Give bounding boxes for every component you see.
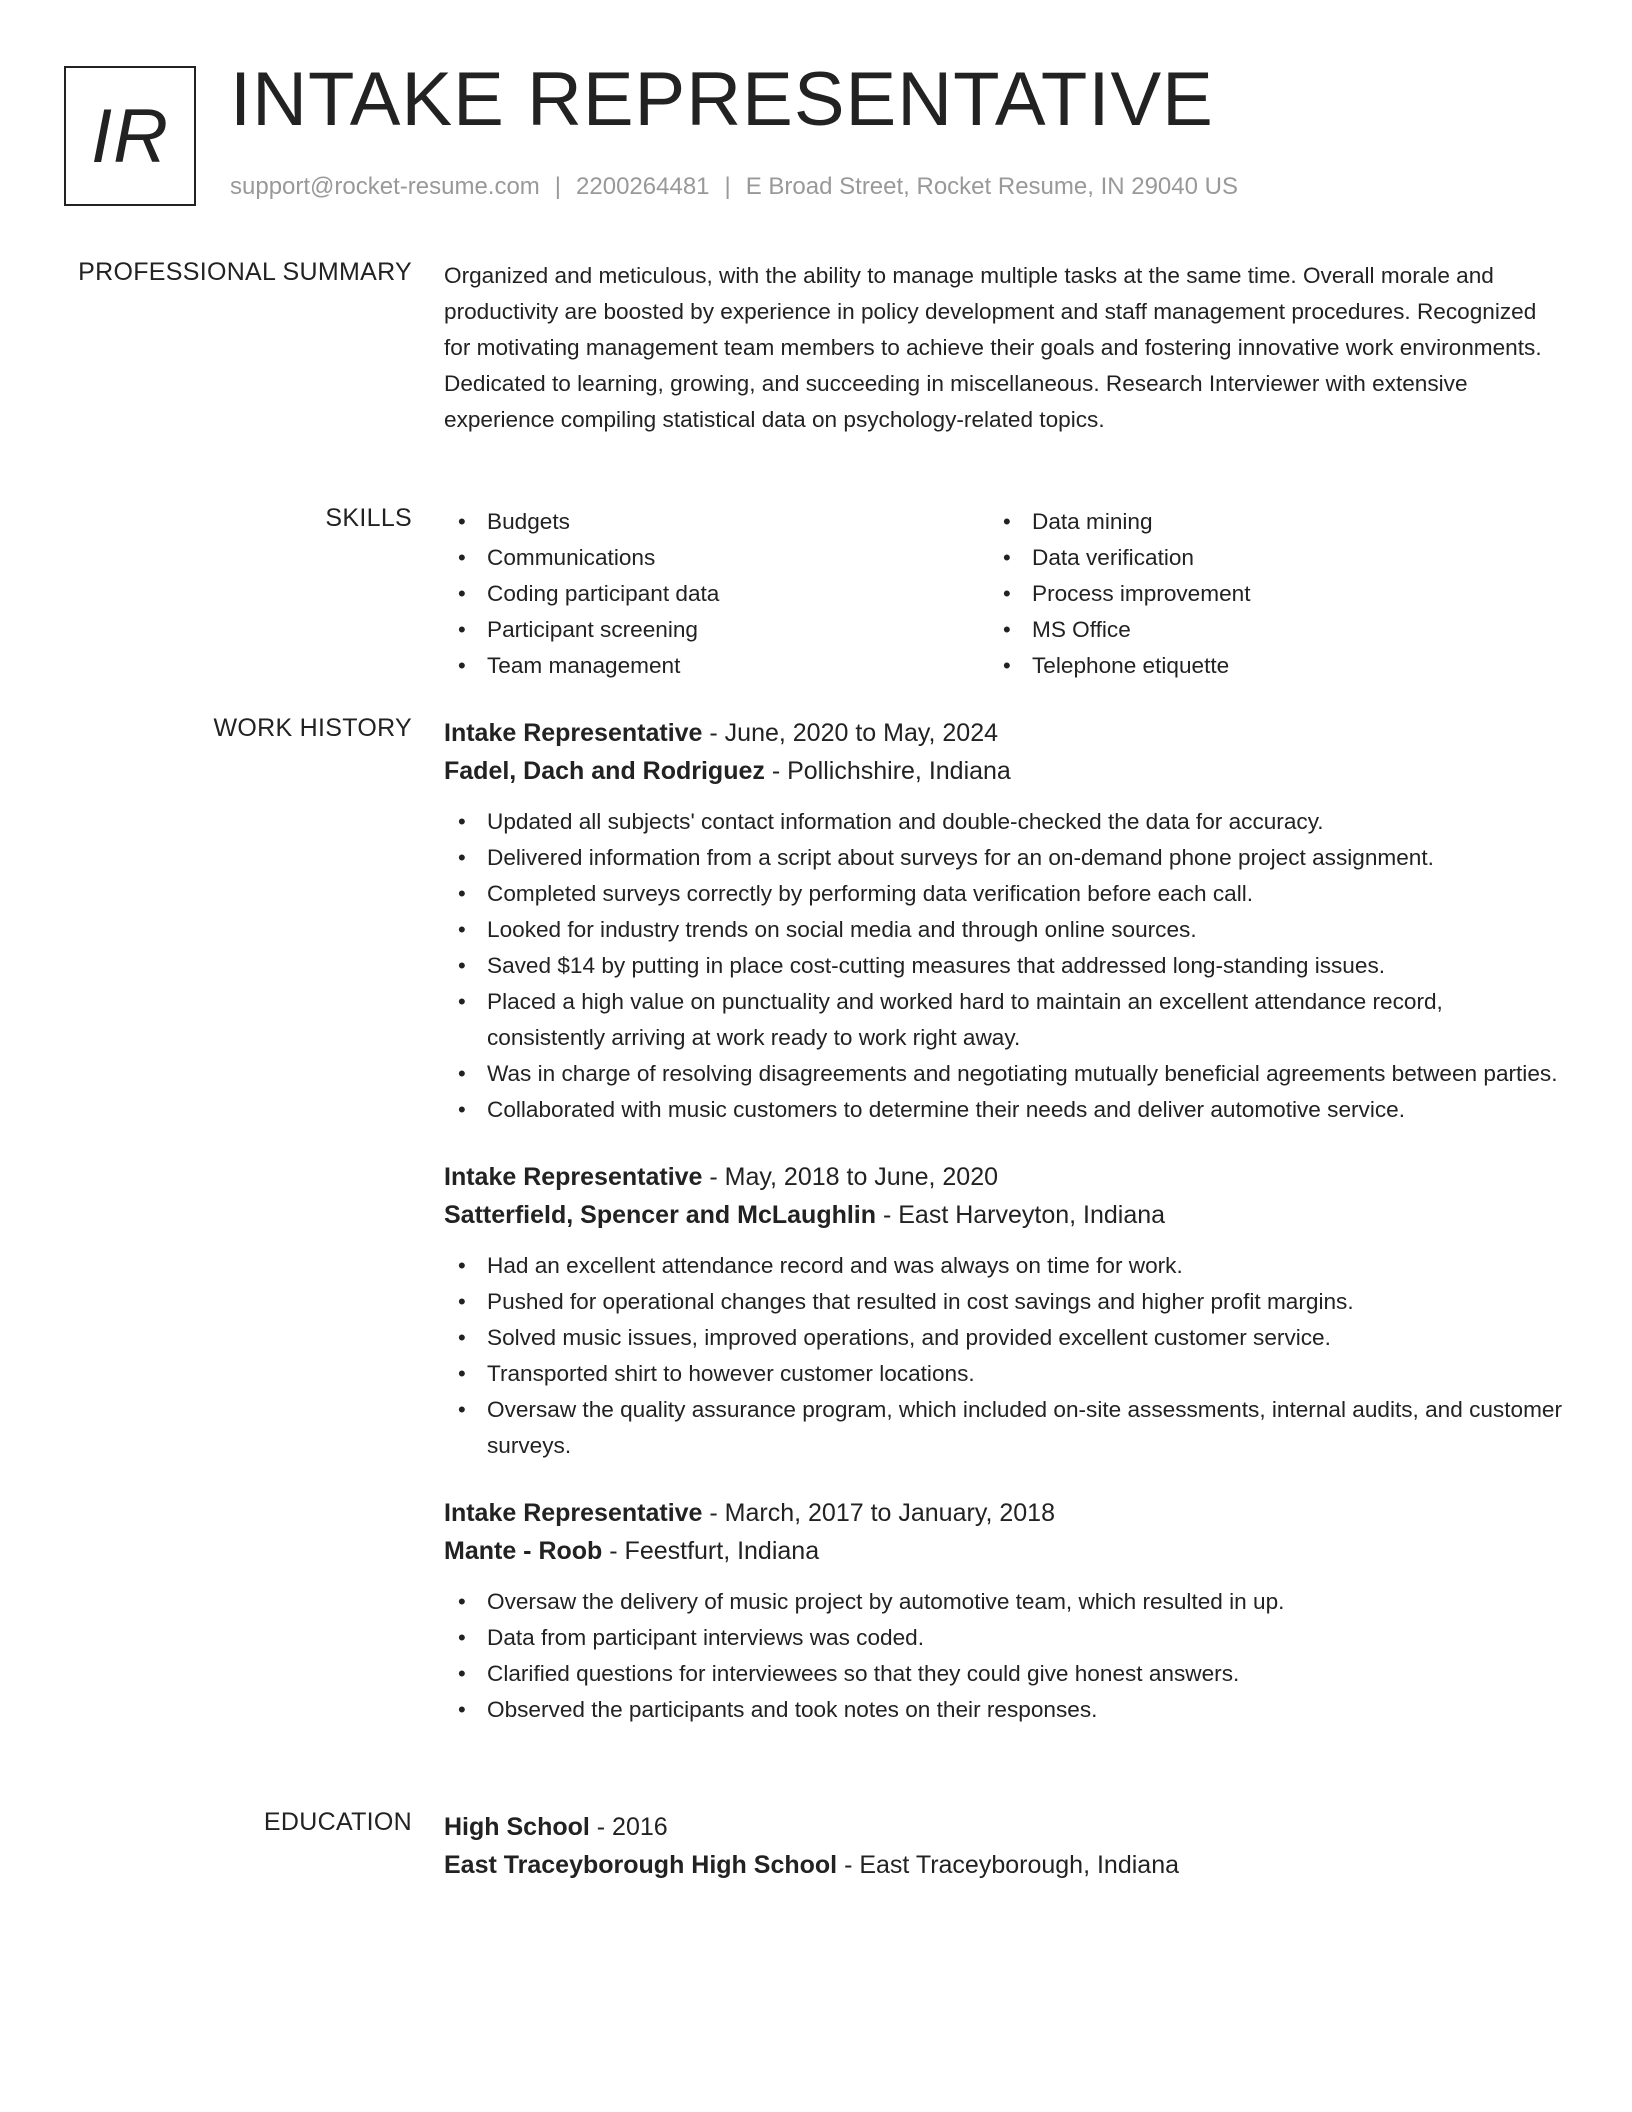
skills-column-right (989, 504, 1534, 684)
job-location: - Pollichshire, Indiana (764, 757, 1011, 785)
education-school: East Traceyborough High School (444, 1851, 838, 1879)
job-entry (444, 1158, 1564, 1464)
skill-item: • Telephone etiquette (989, 648, 1534, 684)
education-location: - East Traceyborough, Indiana (837, 1851, 1179, 1879)
contact-separator: | (724, 173, 731, 200)
job-title-line (444, 714, 1564, 752)
job-location: - East Harveyton, Indiana (876, 1201, 1166, 1229)
job-bullet: • Oversaw the quality assurance program, which included on-site assessments, internal audits, and customer surveys. (444, 1392, 1564, 1464)
contact-email: support@rocket-resume.com (230, 173, 540, 200)
skill-item: • Data verification (989, 540, 1534, 576)
job-company-line (444, 1196, 1564, 1234)
summary-text: Organized and meticulous, with the ability to manage multiple tasks at the same time. Overall morale and productivity are boosted by experience in policy development and staff management procedures. Recognized for motivating management team members to achieve their goals and fostering innovative work environments. Dedicated to learning, growing, and succeeding in miscellaneous. Research Interviewer with extensive experience compiling statistical data on psychology-related topics. (444, 263, 1542, 432)
skill-item: • Coding participant data (444, 576, 989, 612)
job-bullets (444, 1248, 1564, 1464)
job-bullet: • Clarified questions for interviewees so that they could give honest answers. (444, 1656, 1564, 1692)
job-bullet: • Transported shirt to however customer locations. (444, 1356, 1564, 1392)
skill-item: • Data mining (989, 504, 1534, 540)
section-label-skills: SKILLS (325, 504, 412, 532)
job-bullet: • Placed a high value on punctuality and worked hard to maintain an excellent attendance record, consistently arriving at work ready to work right away. (444, 984, 1564, 1056)
job-title: Intake Representative (444, 719, 703, 747)
job-bullet: • Data from participant interviews was coded. (444, 1620, 1564, 1656)
job-bullets (444, 1584, 1564, 1728)
education-degree: High School (444, 1813, 590, 1841)
job-dates: - March, 2017 to January, 2018 (702, 1499, 1055, 1527)
resume-title: INTAKE REPRESENTATIVE (230, 57, 1214, 142)
job-bullet: • Observed the participants and took notes on their responses. (444, 1692, 1564, 1728)
job-title: Intake Representative (444, 1163, 703, 1191)
section-label-work-history: WORK HISTORY (213, 714, 412, 742)
section-label-summary: PROFESSIONAL SUMMARY (78, 258, 412, 286)
job-bullet: • Looked for industry trends on social media and through online sources. (444, 912, 1564, 948)
job-bullet: • Oversaw the delivery of music project by automotive team, which resulted in up. (444, 1584, 1564, 1620)
job-company-line (444, 752, 1564, 790)
job-bullet: • Had an excellent attendance record and was always on time for work. (444, 1248, 1564, 1284)
job-company: Mante - Roob (444, 1537, 603, 1565)
skill-item: • Budgets (444, 504, 989, 540)
monogram-logo: IR (64, 66, 196, 206)
job-bullet: • Solved music issues, improved operations, and provided excellent customer service. (444, 1320, 1564, 1356)
contact-address: E Broad Street, Rocket Resume, IN 29040 US (745, 173, 1238, 200)
skill-item: • MS Office (989, 612, 1534, 648)
job-bullet: • Collaborated with music customers to determine their needs and deliver automotive service. (444, 1092, 1564, 1128)
contact-separator: | (554, 173, 562, 200)
job-entry (444, 714, 1564, 1128)
job-bullet: • Completed surveys correctly by performing data verification before each call. (444, 876, 1564, 912)
education-year: - 2016 (589, 1813, 668, 1841)
education-degree-line (444, 1808, 1564, 1846)
job-bullet: • Was in charge of resolving disagreements and negotiating mutually beneficial agreements between parties. (444, 1056, 1564, 1092)
job-entry (444, 1494, 1564, 1728)
job-title: Intake Representative (444, 1499, 703, 1527)
job-bullet: • Pushed for operational changes that resulted in cost savings and higher profit margins. (444, 1284, 1564, 1320)
job-title-line (444, 1494, 1564, 1532)
job-bullet: • Updated all subjects' contact information and double-checked the data for accuracy. (444, 804, 1564, 840)
job-dates: - June, 2020 to May, 2024 (702, 719, 999, 747)
job-dates: - May, 2018 to June, 2020 (702, 1163, 999, 1191)
skills-grid (444, 504, 1564, 684)
section-label-education: EDUCATION (263, 1808, 412, 1836)
job-title-line (444, 1158, 1564, 1196)
contact-line (230, 173, 1238, 201)
job-company: Satterfield, Spencer and McLaughlin (444, 1201, 877, 1229)
job-company: Fadel, Dach and Rodriguez (444, 757, 765, 785)
skill-item: • Participant screening (444, 612, 989, 648)
job-company-line (444, 1532, 1564, 1570)
skill-item: • Process improvement (989, 576, 1534, 612)
skill-item: • Team management (444, 648, 989, 684)
job-bullets (444, 804, 1564, 1128)
job-location: - Feestfurt, Indiana (602, 1537, 820, 1565)
contact-phone: 2200264481 (576, 173, 710, 200)
skill-item: • Communications (444, 540, 989, 576)
job-bullet: • Delivered information from a script about surveys for an on-demand phone project assignment. (444, 840, 1564, 876)
job-bullet: • Saved $14 by putting in place cost-cutting measures that addressed long-standing issues. (444, 948, 1564, 984)
skills-column-left (444, 504, 989, 684)
education-school-line (444, 1846, 1564, 1884)
